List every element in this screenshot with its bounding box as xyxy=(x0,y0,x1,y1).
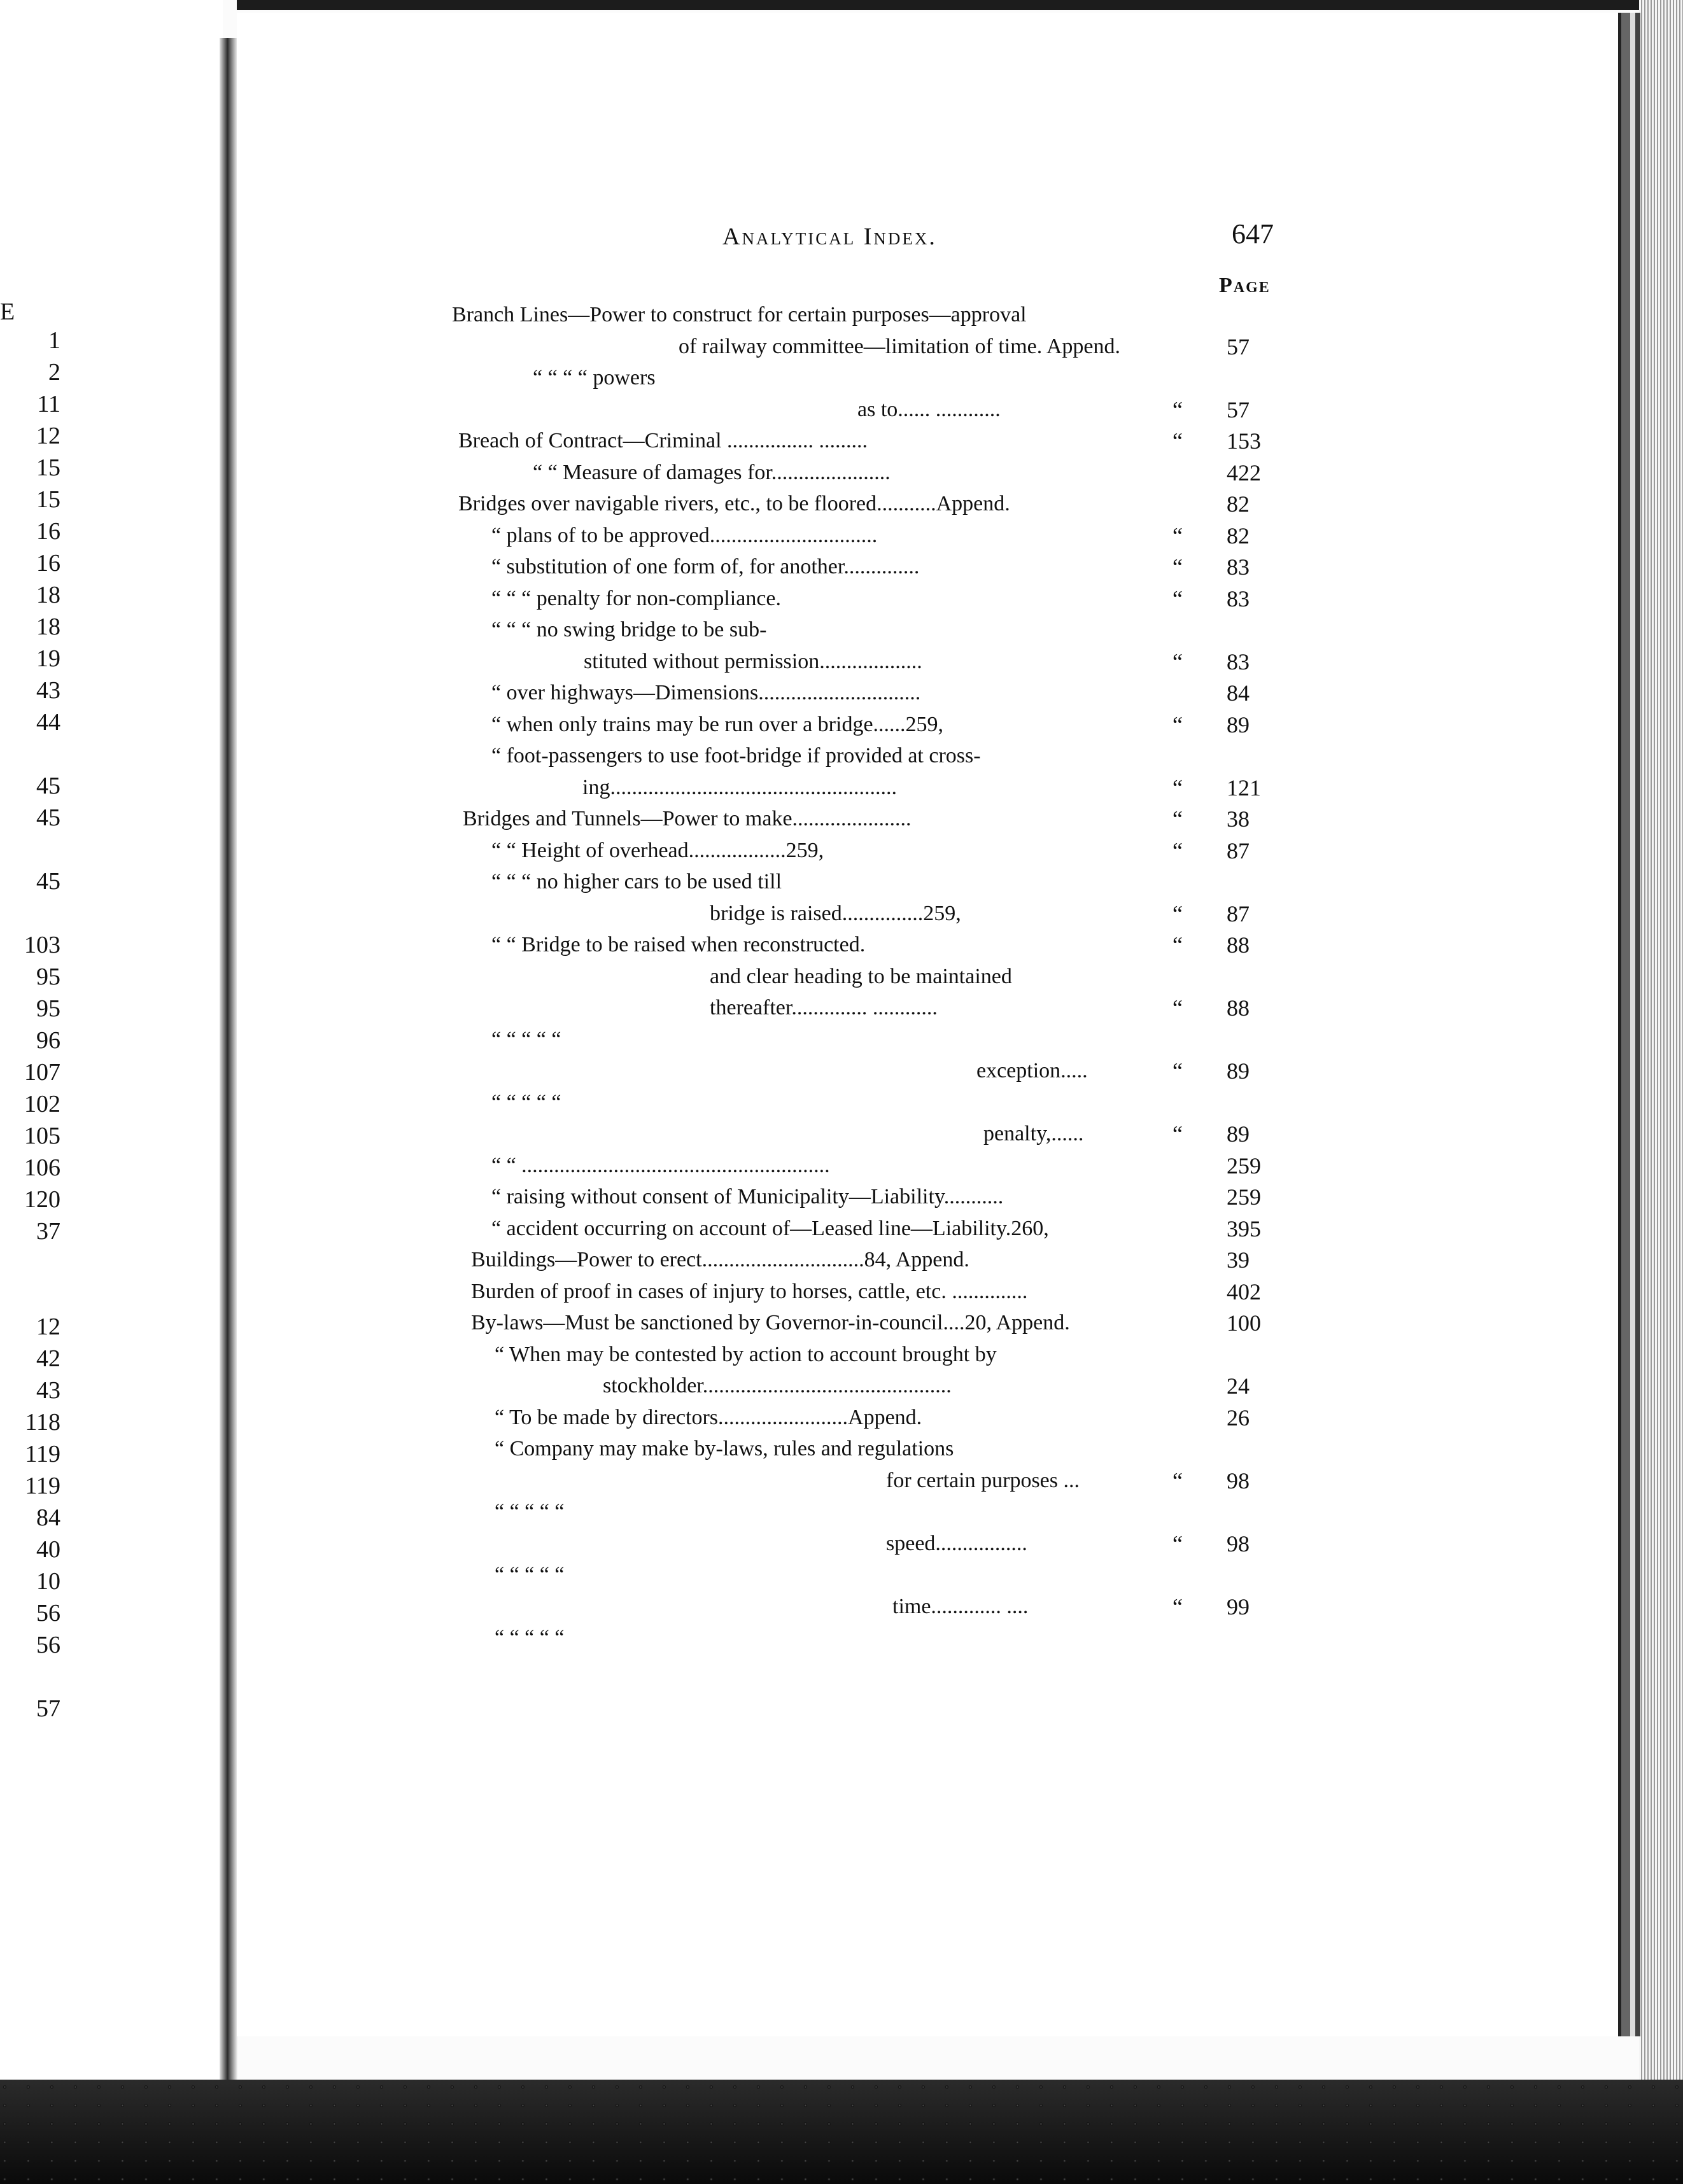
index-entry-text: “ over highways—Dimensions.............................. xyxy=(491,681,921,704)
previous-page-number: 2 xyxy=(48,359,60,386)
index-entry-page-number: 402 xyxy=(1227,1278,1261,1305)
ditto-mark: “ xyxy=(1172,774,1183,801)
index-entry-text: “ “ “ no swing bridge to be sub- xyxy=(491,618,767,641)
previous-page-number: 43 xyxy=(36,677,60,704)
previous-page-number: 95 xyxy=(36,963,60,990)
previous-page-number: 102 xyxy=(24,1091,60,1117)
index-entry-page-number: 89 xyxy=(1227,1058,1250,1084)
index-entry-page-number: 83 xyxy=(1227,585,1250,612)
index-entry-page-number: 98 xyxy=(1227,1530,1250,1557)
previous-page-number: 44 xyxy=(36,709,60,736)
ditto-mark: “ xyxy=(1172,396,1183,423)
previous-page-number: 10 xyxy=(36,1568,60,1595)
index-entry-text: Breach of Contract—Criminal ................ ......... xyxy=(458,429,868,452)
ditto-mark: “ xyxy=(1172,995,1183,1021)
previous-page-number: 15 xyxy=(36,454,60,481)
ditto-mark: “ xyxy=(1172,585,1183,612)
index-entry-text: “ foot-passengers to use foot-bridge if provided at cross- xyxy=(491,744,981,767)
index-entry-text: “ “ Height of overhead..................259, xyxy=(491,838,824,862)
previous-page-number: 37 xyxy=(36,1218,60,1245)
index-entry-text: Branch Lines—Power to construct for certain purposes—approval xyxy=(452,303,1027,326)
previous-page-number: 18 xyxy=(36,613,60,640)
ditto-mark: “ xyxy=(1172,1121,1183,1147)
index-entry-page-number: 57 xyxy=(1227,396,1250,423)
index-entry-text: stituted without permission................... xyxy=(584,649,922,673)
index-entry-text: “ “ “ “ “ xyxy=(491,1090,561,1114)
index-entry-text: for certain purposes ... xyxy=(886,1468,1080,1492)
previous-page-number: 45 xyxy=(36,773,60,799)
previous-page-number: 45 xyxy=(36,868,60,895)
index-entry-page-number: 39 xyxy=(1227,1247,1250,1273)
index-entry-page-number: 89 xyxy=(1227,711,1250,738)
previous-page-number: 84 xyxy=(36,1504,60,1531)
ditto-mark: “ xyxy=(1172,711,1183,738)
index-entry-text: “ “ “ no higher cars to be used till xyxy=(491,870,782,893)
book-gutter xyxy=(220,38,237,2106)
index-entry-page-number: 153 xyxy=(1227,428,1261,454)
previous-page-number: 56 xyxy=(36,1632,60,1658)
index-entry-text: thereafter.............. ............ xyxy=(710,996,938,1019)
index-entry-page-number: 84 xyxy=(1227,680,1250,706)
index-entry-page-number: 259 xyxy=(1227,1152,1261,1179)
index-entry-text: stockholder.............................................. xyxy=(603,1374,952,1397)
index-entry-text: “ “ “ “ “ xyxy=(495,1500,565,1523)
ditto-mark: “ xyxy=(1172,428,1183,454)
previous-page-number: 12 xyxy=(36,1313,60,1340)
index-entry-page-number: 99 xyxy=(1227,1593,1250,1620)
index-entry-page-number: 83 xyxy=(1227,554,1250,580)
index-entry-page-number: 89 xyxy=(1227,1121,1250,1147)
previous-page-number: 120 xyxy=(24,1186,60,1213)
previous-page-number: 18 xyxy=(36,582,60,608)
previous-page-number: 12 xyxy=(36,423,60,449)
index-entry-text: “ accident occurring on account of—Leased line—Liability.260, xyxy=(491,1216,1049,1240)
previous-page-number: 16 xyxy=(36,518,60,545)
index-entry-text: ing..................................................... xyxy=(582,775,897,799)
previous-page-number: 95 xyxy=(36,995,60,1022)
previous-page-margin-letter: E xyxy=(0,298,15,325)
index-entry-page-number: 82 xyxy=(1227,491,1250,517)
previous-page-number: 118 xyxy=(25,1409,60,1436)
index-entry-text: time............. .... xyxy=(892,1594,1029,1618)
index-entry-text: bridge is raised...............259, xyxy=(710,901,961,925)
page-stack-edge xyxy=(1639,0,1683,2100)
index-entry-text: Burden of proof in cases of injury to horses, cattle, etc. .............. xyxy=(471,1279,1028,1303)
ditto-mark: “ xyxy=(1172,554,1183,580)
index-entry-text: “ Company may make by-laws, rules and regulations xyxy=(495,1437,954,1460)
ditto-mark: “ xyxy=(1172,1467,1183,1494)
previous-page-number: 56 xyxy=(36,1600,60,1627)
index-entry-text: speed................. xyxy=(886,1531,1027,1555)
previous-page-fragment xyxy=(0,0,223,2100)
running-head: Analytical Index. xyxy=(722,223,937,250)
index-entry-text: “ When may be contested by action to account brought by xyxy=(495,1342,997,1366)
index-entry-text: “ “ “ “ powers xyxy=(533,366,656,389)
index-entry-text: “ raising without consent of Municipality—Liability........... xyxy=(491,1185,1004,1208)
index-entry-page-number: 24 xyxy=(1227,1373,1250,1399)
index-entry-text: “ “ Bridge to be raised when reconstructed. xyxy=(491,933,866,956)
index-entry-page-number: 83 xyxy=(1227,648,1250,675)
previous-page-number: 16 xyxy=(36,550,60,577)
index-entry-text: exception..... xyxy=(976,1059,1088,1082)
index-entry-page-number: 82 xyxy=(1227,522,1250,549)
index-entry-page-number: 87 xyxy=(1227,900,1250,927)
index-entry-page-number: 259 xyxy=(1227,1184,1261,1210)
previous-page-number: 45 xyxy=(36,804,60,831)
previous-page-number: 40 xyxy=(36,1536,60,1563)
index-entry-page-number: 395 xyxy=(1227,1215,1261,1242)
page-column-label: Page xyxy=(1219,274,1271,297)
index-entry-text: “ “ Measure of damages for...................... xyxy=(533,460,891,484)
previous-page-number: 105 xyxy=(24,1123,60,1149)
previous-page-number: 107 xyxy=(24,1059,60,1086)
ditto-mark: “ xyxy=(1172,806,1183,832)
ditto-mark: “ xyxy=(1172,1530,1183,1557)
previous-page-number: 119 xyxy=(25,1441,60,1467)
index-entry-text: “ “ “ “ “ xyxy=(495,1563,565,1586)
index-entry-text: “ “ “ “ “ xyxy=(495,1626,565,1649)
index-entry-text: as to...... ............ xyxy=(857,397,1001,421)
index-entry-text: Bridges over navigable rivers, etc., to be floored...........Append. xyxy=(458,492,1010,515)
index-entry-text: By-laws—Must be sanctioned by Governor-in-council....20, Append. xyxy=(471,1311,1070,1334)
ditto-mark: “ xyxy=(1172,900,1183,927)
ditto-mark: “ xyxy=(1172,837,1183,864)
previous-page-number: 15 xyxy=(36,486,60,513)
index-entry-text: of railway committee—limitation of time. Append. xyxy=(679,334,1121,358)
index-entry-page-number: 88 xyxy=(1227,995,1250,1021)
index-entry-text: and clear heading to be maintained xyxy=(710,964,1012,988)
previous-page-number: 119 xyxy=(25,1473,60,1499)
scan-bottom-edge xyxy=(0,2080,1683,2184)
index-entry-text: “ substitution of one form of, for another.............. xyxy=(491,555,920,578)
index-page xyxy=(237,13,1621,2036)
index-entry-text: “ “ “ “ “ xyxy=(491,1027,561,1051)
previous-page-number: 103 xyxy=(24,932,60,958)
previous-page-number: 106 xyxy=(24,1154,60,1181)
previous-page-number: 42 xyxy=(36,1345,60,1372)
previous-page-number: 57 xyxy=(36,1695,60,1722)
index-entry-text: “ plans of to be approved............................... xyxy=(491,523,878,547)
previous-page-number: 19 xyxy=(36,645,60,672)
index-entry-text: Buildings—Power to erect..............................84, Append. xyxy=(471,1248,969,1271)
index-entry-text: “ To be made by directors........................Append. xyxy=(495,1405,922,1429)
previous-page-number: 96 xyxy=(36,1027,60,1054)
index-entry-page-number: 121 xyxy=(1227,774,1261,801)
index-entry-page-number: 422 xyxy=(1227,459,1261,486)
index-entry-text: “ “ “ penalty for non-compliance. xyxy=(491,586,782,610)
ditto-mark: “ xyxy=(1172,1058,1183,1084)
index-entry-text: penalty,...... xyxy=(983,1122,1084,1145)
index-entry-page-number: 26 xyxy=(1227,1404,1250,1431)
ditto-mark: “ xyxy=(1172,522,1183,549)
ditto-mark: “ xyxy=(1172,932,1183,958)
previous-page-number: 1 xyxy=(48,327,60,354)
index-entry-page-number: 38 xyxy=(1227,806,1250,832)
index-entry-page-number: 100 xyxy=(1227,1310,1261,1336)
ditto-mark: “ xyxy=(1172,648,1183,675)
ditto-mark: “ xyxy=(1172,1593,1183,1620)
page-top-edge xyxy=(237,0,1683,10)
previous-page-number: 43 xyxy=(36,1377,60,1404)
folio-number: 647 xyxy=(1232,218,1274,249)
index-entry-page-number: 57 xyxy=(1227,333,1250,360)
previous-page-number: 11 xyxy=(37,391,60,417)
index-entry-text: “ when only trains may be run over a bridge......259, xyxy=(491,712,944,736)
index-entry-page-number: 98 xyxy=(1227,1467,1250,1494)
index-entry-page-number: 88 xyxy=(1227,932,1250,958)
index-entry-page-number: 87 xyxy=(1227,837,1250,864)
index-entry-text: Bridges and Tunnels—Power to make...................... xyxy=(463,807,912,830)
index-entry-text: “ “ ......................................................... xyxy=(491,1153,830,1177)
